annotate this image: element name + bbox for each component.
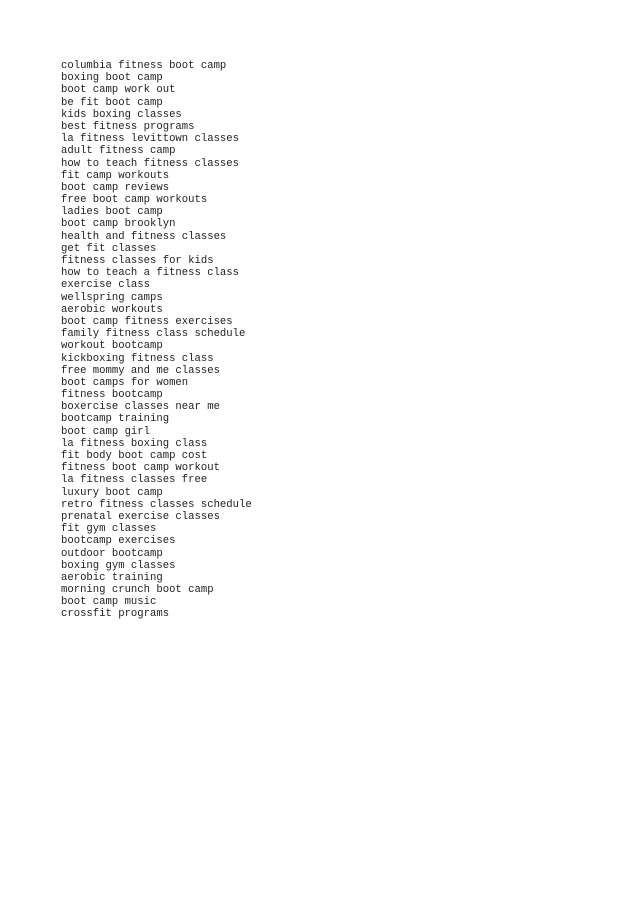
- list-item: how to teach a fitness class: [61, 267, 240, 280]
- list-item: columbia fitness boot camp: [61, 60, 227, 72]
- list-item: boot camp reviews: [61, 181, 170, 194]
- list-item: fitness boot camp workout: [61, 462, 220, 475]
- list-item: be fit boot camp: [61, 96, 163, 109]
- list-item: outdoor bootcamp: [61, 547, 163, 560]
- list-item: bootcamp exercises: [61, 535, 176, 548]
- list-item: aerobic workouts: [61, 303, 163, 316]
- list-item: health and fitness classes: [61, 230, 227, 243]
- list-item: get fit classes: [61, 242, 157, 255]
- list-item: la fitness levittown classes: [61, 133, 240, 146]
- list-item: prenatal exercise classes: [61, 510, 220, 523]
- list-item: how to teach fitness classes: [61, 157, 240, 170]
- list-item: best fitness programs: [61, 120, 195, 133]
- list-item: exercise class: [61, 279, 151, 292]
- list-item: boot camp brooklyn: [61, 218, 176, 231]
- list-item: luxury boot camp: [61, 486, 163, 499]
- list-item: boot camp music: [61, 596, 157, 609]
- list-item: fit body boot camp cost: [61, 450, 208, 462]
- list-item: boot camps for women: [61, 376, 189, 389]
- list-item: boxercise classes near me: [61, 401, 220, 414]
- list-item: boxing boot camp: [61, 72, 163, 85]
- list-item: fitness classes for kids: [61, 255, 214, 267]
- list-item: kickboxing fitness class: [61, 352, 214, 365]
- list-item: kids boxing classes: [61, 108, 182, 121]
- list-item: boot camp fitness exercises: [61, 315, 233, 328]
- list-item: ladies boot camp: [61, 206, 163, 219]
- keyword-list: [61, 60, 252, 621]
- list-item: retro fitness classes schedule: [61, 498, 252, 511]
- list-item: la fitness classes free: [61, 474, 208, 487]
- list-item: morning crunch boot camp: [61, 584, 214, 597]
- list-item: boot camp girl: [61, 425, 151, 438]
- list-item: fit gym classes: [61, 523, 157, 536]
- list-item: bootcamp training: [61, 413, 170, 426]
- list-item: wellspring camps: [61, 291, 163, 304]
- list-item: adult fitness camp: [61, 145, 176, 158]
- list-item: fit camp workouts: [61, 169, 170, 182]
- list-item: crossfit programs: [61, 608, 170, 621]
- list-item: aerobic training: [61, 571, 163, 584]
- list-item: la fitness boxing class: [61, 437, 208, 450]
- list-item: boot camp work out: [61, 84, 176, 97]
- list-item: fitness bootcamp: [61, 389, 163, 402]
- list-item: free boot camp workouts: [61, 194, 208, 207]
- list-item: workout bootcamp: [61, 340, 163, 353]
- list-item: free mommy and me classes: [61, 364, 220, 377]
- list-item: family fitness class schedule: [61, 328, 246, 341]
- list-item: boxing gym classes: [61, 559, 176, 572]
